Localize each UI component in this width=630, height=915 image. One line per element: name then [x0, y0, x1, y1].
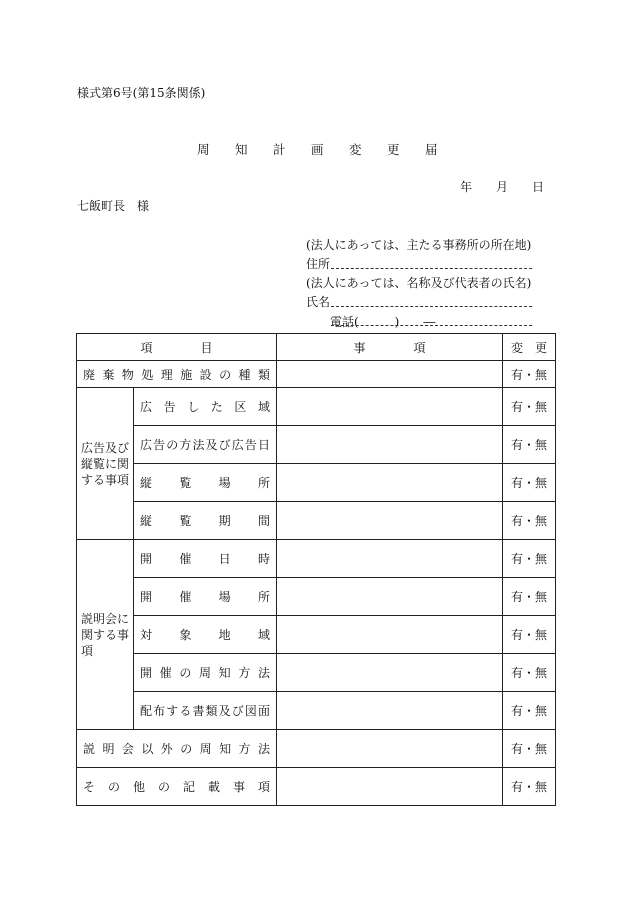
group-label-meeting: 説明会に関する事項 — [77, 540, 134, 730]
matter-cell[interactable] — [277, 654, 503, 692]
header-change: 変 更 — [503, 334, 556, 361]
change-mark[interactable]: 有・無 — [503, 578, 556, 616]
form-number: 様式第6号(第15条関係) — [77, 86, 206, 100]
header-matter: 事 項 — [277, 334, 503, 361]
change-mark[interactable]: 有・無 — [503, 388, 556, 426]
row-label: 縦覧期間 — [134, 502, 277, 540]
table-row — [77, 426, 556, 464]
matter-cell[interactable] — [277, 502, 503, 540]
table-row — [77, 388, 556, 426]
table-row — [77, 464, 556, 502]
row-label: 開催場所 — [134, 578, 277, 616]
change-mark[interactable]: 有・無 — [503, 540, 556, 578]
title-char: 更 — [387, 142, 400, 157]
table-row — [77, 692, 556, 730]
change-mark[interactable]: 有・無 — [503, 730, 556, 768]
table-row — [77, 654, 556, 692]
address-note: (法人にあっては、主たる事務所の所在地) — [306, 238, 532, 252]
change-form-table — [76, 333, 556, 806]
table-row — [77, 730, 556, 768]
change-mark[interactable]: 有・無 — [503, 361, 556, 388]
addressee: 七飯町長 様 — [77, 199, 150, 213]
date-line — [460, 178, 568, 195]
table-row — [77, 540, 556, 578]
row-label: 縦覧場所 — [134, 464, 277, 502]
date-day: 日 — [532, 180, 545, 194]
row-label: 配布する書類及び図面 — [134, 692, 277, 730]
row-label-other-notice: 説明会以外の周知方法 — [77, 730, 277, 768]
table-row — [77, 616, 556, 654]
change-mark[interactable]: 有・無 — [503, 654, 556, 692]
title-char: 周 — [197, 142, 210, 157]
row-label: 広告の方法及び広告日 — [134, 426, 277, 464]
name-label: 氏名 — [306, 295, 331, 309]
date-year: 年 — [460, 180, 473, 194]
row-label: 開催の周知方法 — [134, 654, 277, 692]
matter-cell[interactable] — [277, 426, 503, 464]
title-char: 変 — [349, 142, 362, 157]
name-note: (法人にあっては、名称及び代表者の氏名) — [306, 276, 532, 290]
phone-label: 電話( ) ― — [330, 315, 436, 329]
row-label: 対象地域 — [134, 616, 277, 654]
table-row — [77, 502, 556, 540]
date-month: 月 — [496, 180, 509, 194]
address-field-line[interactable] — [331, 268, 532, 269]
matter-cell[interactable] — [277, 361, 503, 388]
matter-cell[interactable] — [277, 388, 503, 426]
matter-cell[interactable] — [277, 768, 503, 806]
row-label-other: その他の記載事項 — [77, 768, 277, 806]
matter-cell[interactable] — [277, 578, 503, 616]
phone-field-line[interactable] — [331, 325, 532, 326]
change-mark[interactable]: 有・無 — [503, 502, 556, 540]
change-mark[interactable]: 有・無 — [503, 616, 556, 654]
table-header-row — [77, 334, 556, 361]
matter-cell[interactable] — [277, 692, 503, 730]
table-row — [77, 578, 556, 616]
change-mark[interactable]: 有・無 — [503, 464, 556, 502]
group-label-ad: 広告及び縦覧に関する事項 — [77, 388, 134, 540]
change-mark[interactable]: 有・無 — [503, 426, 556, 464]
title-char: 知 — [235, 142, 248, 157]
row-label: 開催日時 — [134, 540, 277, 578]
change-mark[interactable]: 有・無 — [503, 692, 556, 730]
row-label: 広告した区域 — [134, 388, 277, 426]
name-field-line[interactable] — [331, 306, 532, 307]
title-char: 画 — [311, 142, 324, 157]
form-title — [197, 140, 463, 158]
table-row — [77, 768, 556, 806]
address-label: 住所 — [306, 257, 331, 271]
matter-cell[interactable] — [277, 616, 503, 654]
row-label-facility-type: 廃棄物処理施設の種類 — [77, 361, 277, 388]
title-char: 届 — [425, 142, 438, 157]
matter-cell[interactable] — [277, 464, 503, 502]
title-char: 計 — [273, 142, 286, 157]
table-row — [77, 361, 556, 388]
matter-cell[interactable] — [277, 540, 503, 578]
change-mark[interactable]: 有・無 — [503, 768, 556, 806]
header-item: 項 目 — [77, 334, 277, 361]
matter-cell[interactable] — [277, 730, 503, 768]
